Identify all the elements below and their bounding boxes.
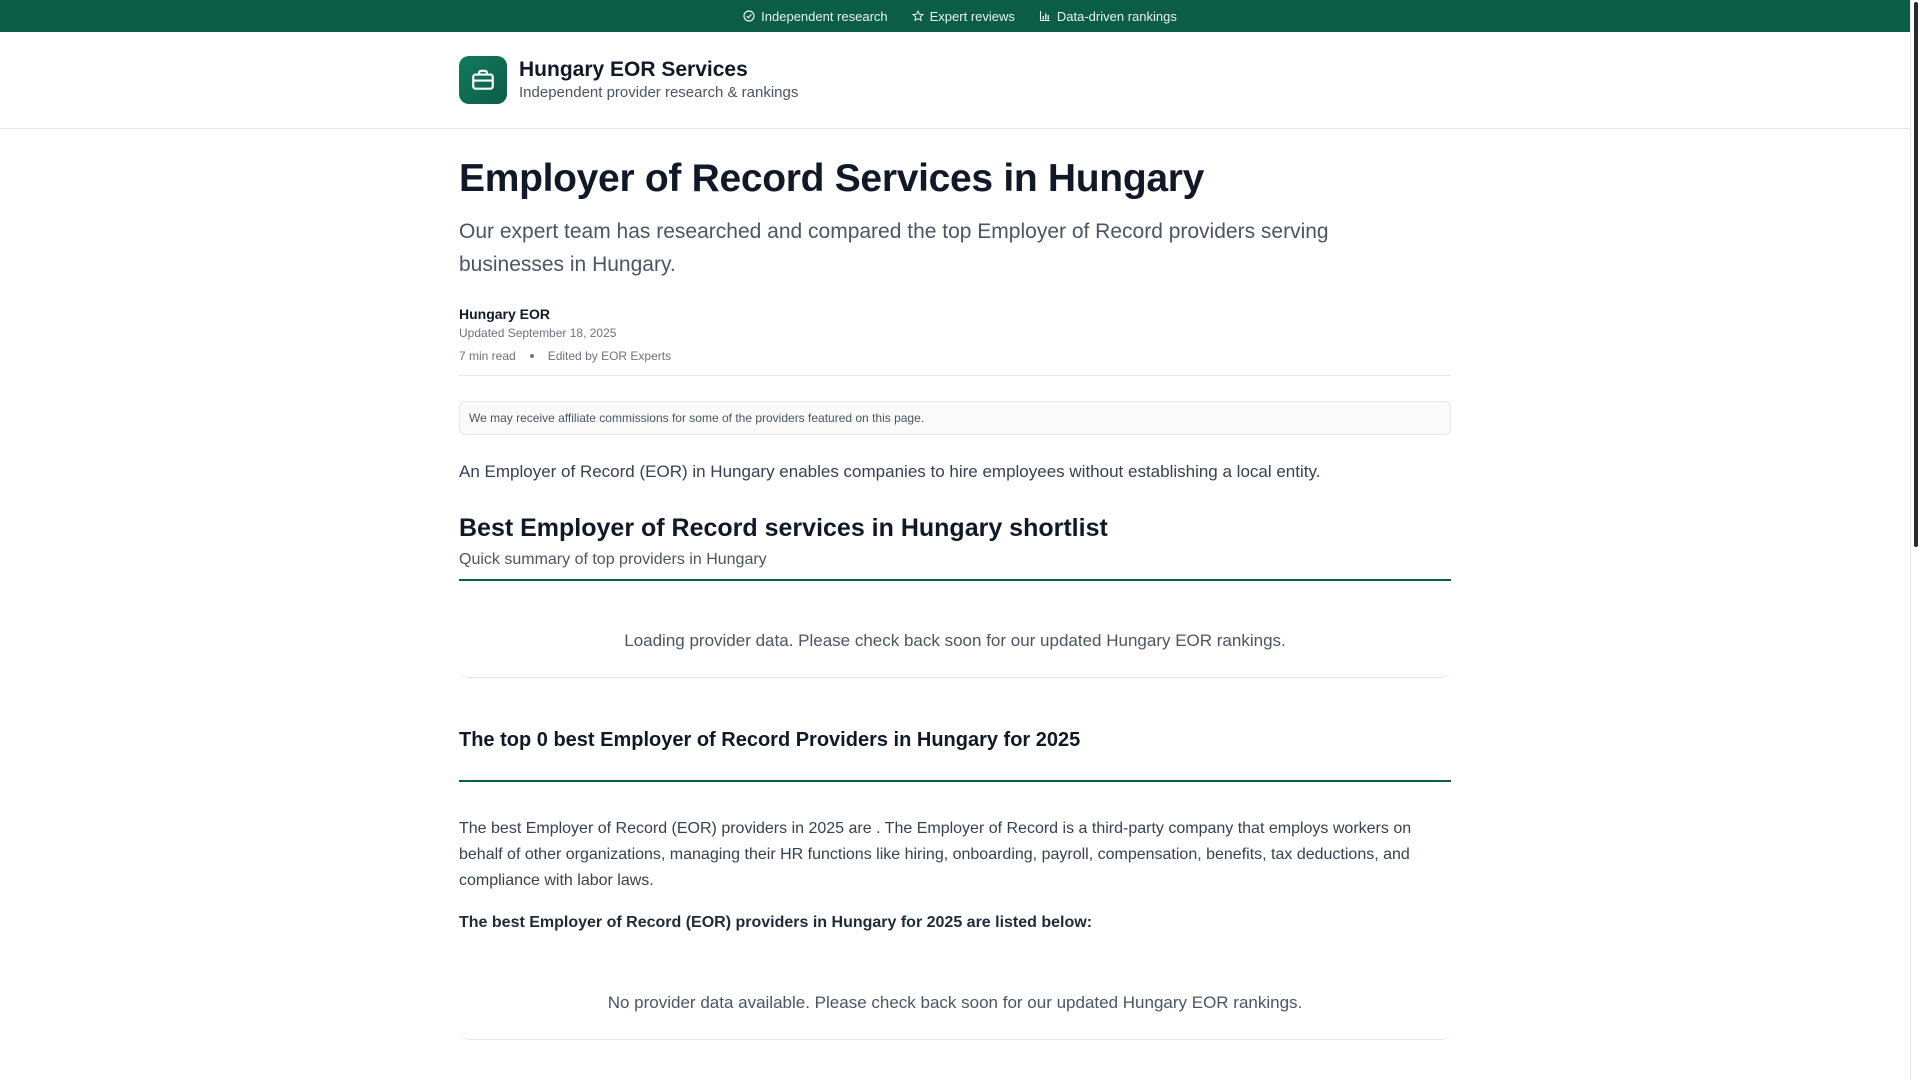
site-header (0, 32, 1920, 129)
trust-item-rankings (1039, 9, 1177, 24)
trust-item-reviews (912, 9, 1015, 24)
site-subtitle: Independent provider research & rankings (519, 84, 799, 101)
read-time: 7 min read (459, 349, 516, 363)
top-providers-heading: The top 0 best Employer of Record Providers in Hungary for 2025 (459, 726, 1451, 782)
star-icon (912, 10, 924, 22)
check-circle-icon (743, 10, 755, 22)
trust-bar (0, 0, 1920, 32)
intro-paragraph: An Employer of Record (EOR) in Hungary enables companies to hire employees without establishing a local entity. (459, 462, 1321, 481)
page-lede: Our expert team has researched and compared the top Employer of Record providers serving businesses in Hungary. (459, 220, 1329, 276)
shortlist-subheading: Quick summary of top providers in Hungary (459, 549, 1451, 581)
page-scrollbar[interactable] (1910, 0, 1920, 1080)
author-name: Hungary EOR (459, 306, 551, 322)
trust-item-label: Expert reviews (929, 8, 1015, 24)
edited-by: Edited by EOR Experts (547, 349, 672, 363)
briefcase-icon (470, 67, 496, 93)
updated-date: Updated September 18, 2025 (459, 326, 617, 340)
shortlist-empty-state: Loading provider data. Please check back soon for our updated Hungary EOR rankings. (459, 581, 1451, 678)
page-title: Employer of Record Services in Hungary (459, 157, 1205, 200)
meta-separator-dot (530, 354, 534, 358)
providers-empty-state: No provider data available. Please check back soon for our updated Hungary EOR rankings. (459, 935, 1451, 1040)
shortlist-heading: Best Employer of Record services in Hungary shortlist (459, 514, 1108, 542)
article-meta (459, 347, 1451, 365)
trust-item-research (743, 9, 887, 24)
byline (459, 305, 1451, 376)
brand-link[interactable] (459, 32, 1451, 128)
site-logo (459, 56, 507, 104)
brand-text (519, 57, 798, 103)
affiliate-disclosure: We may receive affiliate commissions for some of the providers featured on this page. (459, 401, 1451, 435)
site-title: Hungary EOR Services (519, 58, 748, 81)
bar-chart-icon (1039, 10, 1051, 22)
top-providers-paragraph: The best Employer of Record (EOR) providers in 2025 are . The Employer of Record is a third-party company that employs workers on behalf of other organizations, managing their HR functions like hiring, onboarding, payroll, compensation, benefits, tax deductions, and compliance with labor laws. (459, 820, 1412, 889)
scrollbar-thumb[interactable] (1914, 2, 1918, 547)
article (459, 155, 1451, 1040)
listed-below-text: The best Employer of Record (EOR) providers in Hungary for 2025 are listed below: (459, 914, 1093, 931)
trust-item-label: Data-driven rankings (1056, 8, 1177, 24)
trust-item-label: Independent research (761, 8, 888, 24)
